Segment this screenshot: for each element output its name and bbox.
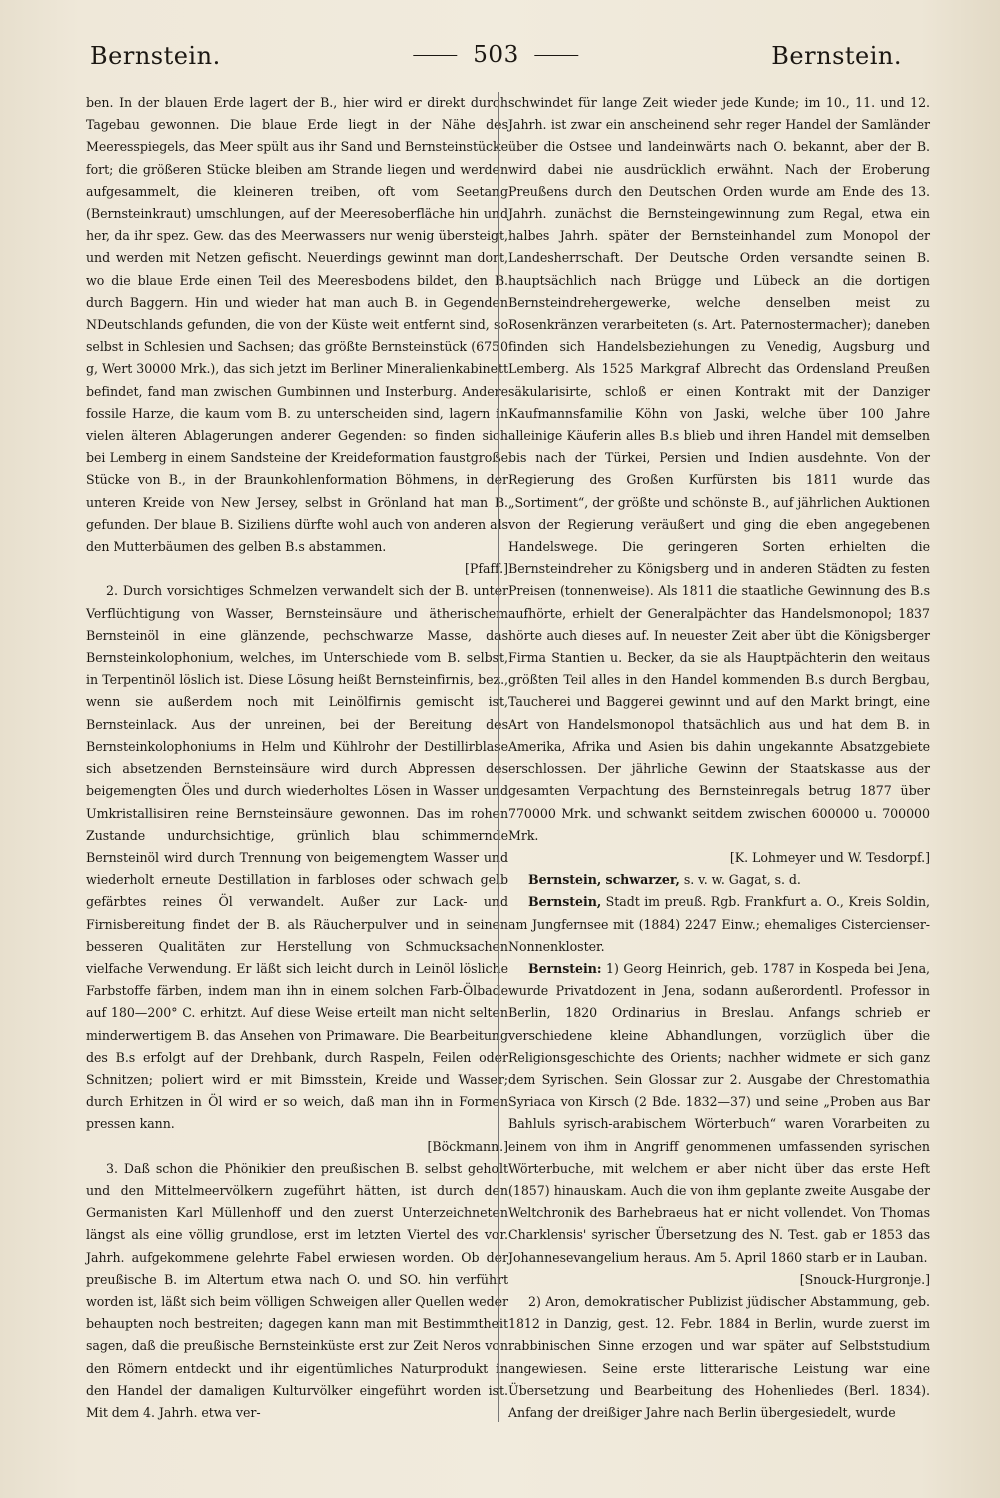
right-column bbox=[508, 92, 930, 1424]
entry-bernstein-schwarzer bbox=[508, 869, 930, 891]
author-signature: [Pfaff.] bbox=[465, 561, 508, 577]
page-number-block bbox=[413, 42, 578, 68]
author-signature: [Böckmann.] bbox=[427, 1138, 508, 1154]
paragraph bbox=[508, 92, 930, 869]
entry-headword: Bernstein, bbox=[528, 894, 602, 910]
paragraph-text: 2. Durch vorsichtiges Schmelzen verwandelt sich der B. unter Verflüchtigung von Wasser, Bernsteinsäure und ätherischem Bernsteinöl in eine glänzende, pechschwarze Masse, das Bernsteinkolophonium, welches, im Unterschiede vom B. selbst, in Terpentinöl löslich ist. Diese Lösung heißt Bernsteinfirnis, bez., wenn sie außerdem noch mit Leinölfirnis gemischt ist, Bernsteinlack. Aus der unreinen, bei der Bereitung des Bernsteinkolophoniums in Helm und Kühlrohr der Destillirblase sich absetzenden Bernsteinsäure wird durch Abpressen des beigemengten Öles und durch wiederholtes Lösen in Wasser und Umkristallisiren reine Bernsteinsäure gewonnen. Das im rohen Zustande undurchsichtige, grünlich blau schimmernde Bernsteinöl wird durch Trennung von beigemengtem Wasser und wiederholt erneute Destillation in farbloses oder schwach gelb gefärbtes reines Öl verwandelt. Außer zur Lack- und Firnisbereitung findet der B. als Räucherpulver und in seinen besseren Qualitäten zur Herstellung von Schmucksachen vielfache Verwendung. Er läßt sich leicht durch in Leinöl lösliche Farbstoffe färben, indem man ihn in einem solchen Farb-Ölbade auf 180—200° C. erhitzt. Auf diese Weise erteilt man nicht selten minderwertigem B. das Ansehen von Primaware. Die Bearbeitung des B.s erfolgt auf der Drehbank, durch Raspeln, Feilen oder Schnitzen; poliert wird er mit Bimsstein, Kreide und Wasser; durch Erhitzen in Öl wird er so weich, daß man ihn in Formen pressen kann. bbox=[86, 583, 508, 1132]
paragraph bbox=[86, 1158, 508, 1424]
entry-headword: Bernstein: bbox=[528, 960, 602, 976]
header-right-keyword: Bernstein. bbox=[771, 42, 902, 70]
author-signature: [Snouck-Hurgronje.] bbox=[799, 1271, 930, 1287]
entry-text: s. v. w. Gagat, s. d. bbox=[679, 872, 801, 888]
entry-text: 1) Georg Heinrich, geb. 1787 in Kospeda bei Jena, wurde Privatdozent in Jena, sodann außerordentl. Professor in Berlin, 1820 Ordinarius in Breslau. Anfangs schrieb er verschiedene kleine Abhandlungen, vorzüglich über die Religionsgeschichte des Orients; nachher widmete er sich ganz dem Syrischen. Sein Glossar zur 2. Ausgabe der Chrestomathia Syriaca von Kirsch (2 Bde. 1832—37) und seine „Proben aus Bar Bahluls syrisch-arabischem Wörterbuch“ waren Vorarbeiten zu einem von ihm in Angriff genommenen umfassenden syrischen Wörterbuche, mit welchem er aber nicht über das erste Heft (1857) hinauskam. Auch die von ihm geplante zweite Ausgabe der Weltchronik des Barhebraeus hat er nicht vollendet. Von Thomas Charklensis' syrischer Übersetzung des N. Test. gab er 1853 das Johannesevangelium heraus. Am 5. April 1860 starb er in Lauban. bbox=[508, 960, 930, 1265]
author-signature: [K. Lohmeyer und W. Tesdorpf.] bbox=[729, 849, 930, 865]
page-number: 503 bbox=[473, 42, 519, 68]
header-dash-right bbox=[535, 55, 579, 56]
left-column bbox=[86, 92, 508, 1424]
entry-headword: Bernstein, schwarzer, bbox=[528, 872, 680, 888]
paragraph bbox=[508, 1291, 930, 1424]
entry-bernstein-town bbox=[508, 891, 930, 958]
paragraph-text: ben. In der blauen Erde lagert der B., hier wird er direkt durch Tagebau gewonnen. Die blaue Erde liegt in der Nähe des Meeresspiegels, das Meer spült aus ihr Sand und Bernsteinstücke fort; die größeren Stücke bleiben am Strande liegen und werden aufgesammelt, die kleineren treiben, oft vom Seetang (Bernsteinkraut) umschlungen, auf der Meeresoberfläche hin und her, da ihr spez. Gew. das des Meerwassers nur wenig übersteigt, und werden mit Netzen gefischt. Neuerdings gewinnt man dort, wo die blaue Erde einen Teil des Meeresbodens bildet, den B. durch Baggern. Hin und wieder hat man auch B. in Gegenden NDeutschlands gefunden, die von der Küste weit entfernt sind, so selbst in Schlesien und Sachsen; das größte Bernsteinstück (6750 g, Wert 30000 Mrk.), das sich jetzt im Berliner Mineralienkabinett befindet, fand man zwischen Gumbinnen und Insterburg. Andere fossile Harze, die kaum vom B. zu unterscheiden sind, lagern in vielen älteren Ablagerungen anderer Gegenden: so finden sich bei Lemberg in einem Sandsteine der Kreideformation faustgroße Stücke von B., in der Braunkohlenformation Böhmens, in der unteren Kreide von New Jersey, selbst in Grönland hat man B. gefunden. Der blaue B. Siziliens dürfte wohl auch von anderen als den Mutterbäumen des gelben B.s abstammen. bbox=[86, 95, 508, 555]
entry-text: Stadt im preuß. Rgb. Frankfurt a. O., Kreis Soldin, am Jungfernsee mit (1884) 2247 Einw.; ehemaliges Cistercienser-Nonnenkloster. bbox=[508, 894, 930, 954]
entry-bernstein-persons bbox=[508, 958, 930, 1291]
paragraph-text: 2) Aron, demokratischer Publizist jüdischer Abstammung, geb. 1812 in Danzig, gest. 12. Febr. 1884 in Berlin, wurde zuerst im rabbinischen Sinne erzogen und war später auf Selbststudium angewiesen. Seine erste litterarische Leistung war eine Übersetzung und Bearbeitung des Hohenliedes (Berl. 1834). Anfang der dreißiger Jahre nach Berlin übergesiedelt, wurde bbox=[508, 1293, 930, 1420]
header-left-keyword: Bernstein. bbox=[90, 42, 221, 70]
header-dash-left bbox=[413, 55, 457, 56]
paragraph-text: 3. Daß schon die Phönikier den preußischen B. selbst geholt und den Mittelmeervölkern zugeführt hätten, ist durch den Germanisten Karl Müllenhoff und den zuerst Unterzeichneten längst als eine völlig grundlose, erst im letzten Viertel des vor. Jahrh. aufgekommene gelehrte Fabel erwiesen worden. Ob der preußische B. im Altertum etwa nach O. und SO. hin verführt worden ist, läßt sich beim völligen Schweigen aller Quellen weder behaupten noch bestreiten; dagegen kann man mit Bestimmtheit sagen, daß die preußische Bernsteinküste erst zur Zeit Neros von den Römern entdeckt und ihr eigentümliches Naturprodukt in den Handel der damaligen Kulturvölker eingeführt worden ist. Mit dem 4. Jahrh. etwa ver- bbox=[86, 1160, 508, 1420]
paragraph-text: schwindet für lange Zeit wieder jede Kunde; im 10., 11. und 12. Jahrh. ist zwar ein anscheinend sehr reger Handel der Samländer über die Ostsee und landeinwärts nach O. bekannt, aber der B. wird dabei nie ausdrücklich erwähnt. Nach der Eroberung Preußens durch den Deutschen Orden wurde am Ende des 13. Jahrh. zunächst die Bernsteingewinnung zum Regal, etwa ein halbes Jahrh. später der Bernsteinhandel zum Monopol der Landesherrschaft. Der Deutsche Orden versandte seinen B. hauptsächlich nach Brügge und Lübeck an die dortigen Bernsteindrehergewerke, welche denselben meist zu Rosenkränzen verarbeiteten (s. Art. Paternostermacher); daneben finden sich Handelsbeziehungen zu Venedig, Augsburg und Lemberg. Als 1525 Markgraf Albrecht das Ordensland Preußen säkularisirte, schloß er einen Kontrakt mit der Danziger Kaufmannsfamilie Köhn von Jaski, welche über 100 Jahre alleinige Käuferin alles B.s blieb und ihren Handel mit demselben bis nach der Türkei, Persien und Indien ausdehnte. Von der Regierung des Großen Kurfürsten bis 1811 wurde das „Sortiment“, der größte und schönste B., auf jährlichen Auktionen von der Regierung veräußert und ging die eben angegebenen Handelswege. Die geringeren Sorten erhielten die Bernsteindreher zu Königsberg und in anderen Städten zu festen Preisen (tonnenweise). Als 1811 die staatliche Gewinnung des B.s aufhörte, erhielt der Generalpächter das Handelsmonopol; 1837 hörte auch dieses auf. In neuester Zeit aber übt die Königsberger Firma Stantien u. Becker, da sie als Hauptpächterin den weitaus größten Teil alles in den Handel kommenden B.s durch Bergbau, Taucherei und Baggerei gewinnt und auf den Markt bringt, eine Art von Handelsmonopol thatsächlich aus und hat dem B. in Amerika, Afrika und Asien bis dahin ungekannte Absatzgebiete erschlossen. Der jährliche Gewinn der Staatskasse aus der gesamten Verpachtung des Bernsteinregals betrug 1877 über 770000 Mrk. und schwankt seitdem zwischen 600000 u. 700000 Mrk. bbox=[508, 95, 930, 843]
column-divider bbox=[498, 92, 499, 1422]
paragraph bbox=[86, 92, 508, 580]
paragraph bbox=[86, 580, 508, 1157]
running-header bbox=[90, 42, 902, 82]
